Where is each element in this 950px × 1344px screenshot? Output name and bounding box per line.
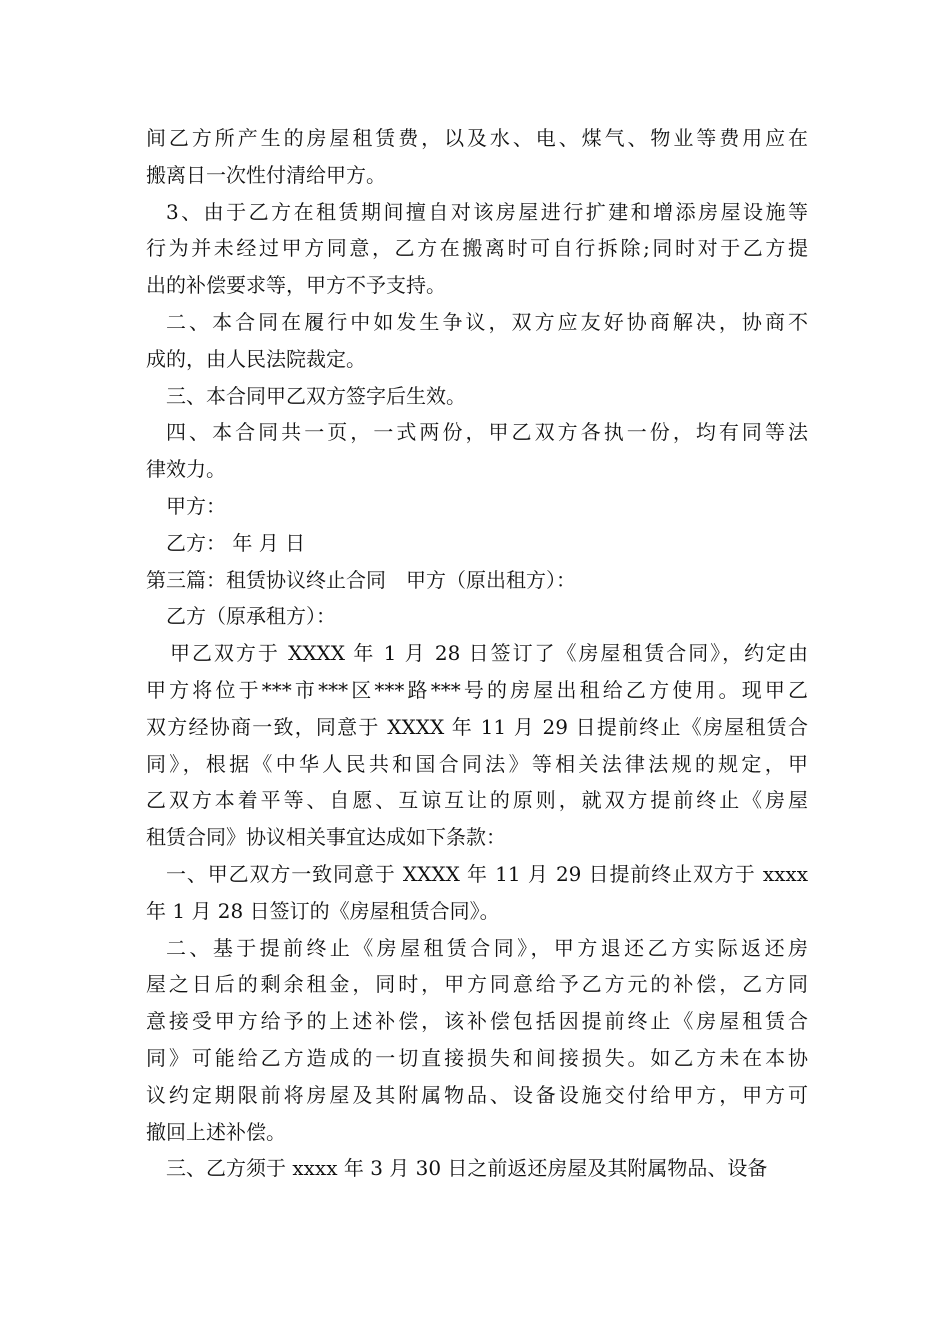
text-line: 屋之日后的剩余租金，同时，甲方同意给予乙方元的补偿，乙方同 <box>146 972 808 997</box>
text-line: 3、由于乙方在租赁期间擅自对该房屋进行扩建和增添房屋设施等 <box>166 199 808 224</box>
paragraph-p1 <box>146 120 808 194</box>
paragraph-p11 <box>146 856 808 930</box>
text-line: 撤回上述补偿。 <box>146 1119 286 1144</box>
paragraph-p10 <box>146 635 808 856</box>
paragraph-p6 <box>146 488 808 525</box>
text-line: 租赁合同》协议相关事宜达成如下条款： <box>146 825 506 850</box>
text-line: 三、乙方须于 xxxx 年 3 月 30 日之前返还房屋及其附属物品、设备 <box>166 1156 768 1181</box>
text-line: 间乙方所产生的房屋租赁费，以及水、电、煤气、物业等费用应在 <box>146 126 808 150</box>
paragraph-p12 <box>146 930 808 1151</box>
paragraph-p5 <box>146 414 808 488</box>
text-line: 议约定期限前将房屋及其附属物品、设备设施交付给甲方，甲方可 <box>146 1082 808 1107</box>
paragraph-p13 <box>146 1150 808 1187</box>
paragraph-p4 <box>146 378 808 415</box>
text-line: 出的补偿要求等，甲方不予支持。 <box>146 273 446 298</box>
text-line: 年 1 月 28 日签订的《房屋租赁合同》。 <box>146 898 500 923</box>
paragraph-p8 <box>146 562 808 599</box>
text-line: 甲方： <box>166 493 226 518</box>
text-line: 同》，根据《中华人民共和国合同法》等相关法律法规的规定，甲 <box>146 751 808 776</box>
text-line: 搬离日一次性付清给甲方。 <box>146 162 386 187</box>
text-line: 一、甲乙双方一致同意于 XXXX 年 11 月 29 日提前终止双方于 xxxx <box>166 861 808 886</box>
text-line: 乙方： 年 月 日 <box>166 530 306 555</box>
paragraph-p9 <box>146 598 808 635</box>
paragraph-p7 <box>146 525 808 562</box>
text-line: 三、本合同甲乙双方签字后生效。 <box>166 383 466 408</box>
text-line: 四、本合同共一页，一式两份，甲乙双方各执一份，均有同等法 <box>166 420 808 445</box>
text-line: 同》可能给乙方造成的一切直接损失和间接损失。如乙方未在本协 <box>146 1045 808 1070</box>
text-line: 行为并未经过甲方同意，乙方在搬离时可自行拆除;同时对于乙方提 <box>146 236 808 261</box>
text-line: 甲方将位于***市***区***路***号的房屋出租给乙方使用。现甲乙 <box>146 677 808 702</box>
text-line: 二、本合同在履行中如发生争议，双方应友好协商解决，协商不 <box>166 309 808 334</box>
paragraph-p3 <box>146 304 808 378</box>
document-page <box>146 120 808 1187</box>
text-line: 双方经协商一致，同意于 XXXX 年 11 月 29 日提前终止《房屋租赁合 <box>146 714 808 739</box>
text-line: 乙双方本着平等、自愿、互谅互让的原则，就双方提前终止《房屋 <box>146 788 808 813</box>
text-line: 二、基于提前终止《房屋租赁合同》，甲方退还乙方实际返还房 <box>166 935 808 960</box>
paragraph-p2 <box>146 194 808 304</box>
text-line: 意接受甲方给予的上述补偿，该补偿包括因提前终止《房屋租赁合 <box>146 1009 808 1034</box>
text-line: 乙方（原承租方）： <box>166 604 336 629</box>
text-line: 成的，由人民法院裁定。 <box>146 346 366 371</box>
text-line: 甲乙双方于 XXXX 年 1 月 28 日签订了《房屋租赁合同》，约定由 <box>170 641 808 666</box>
text-line: 律效力。 <box>146 457 226 482</box>
text-line: 第三篇：租赁协议终止合同 甲方（原出租方）： <box>146 567 576 592</box>
